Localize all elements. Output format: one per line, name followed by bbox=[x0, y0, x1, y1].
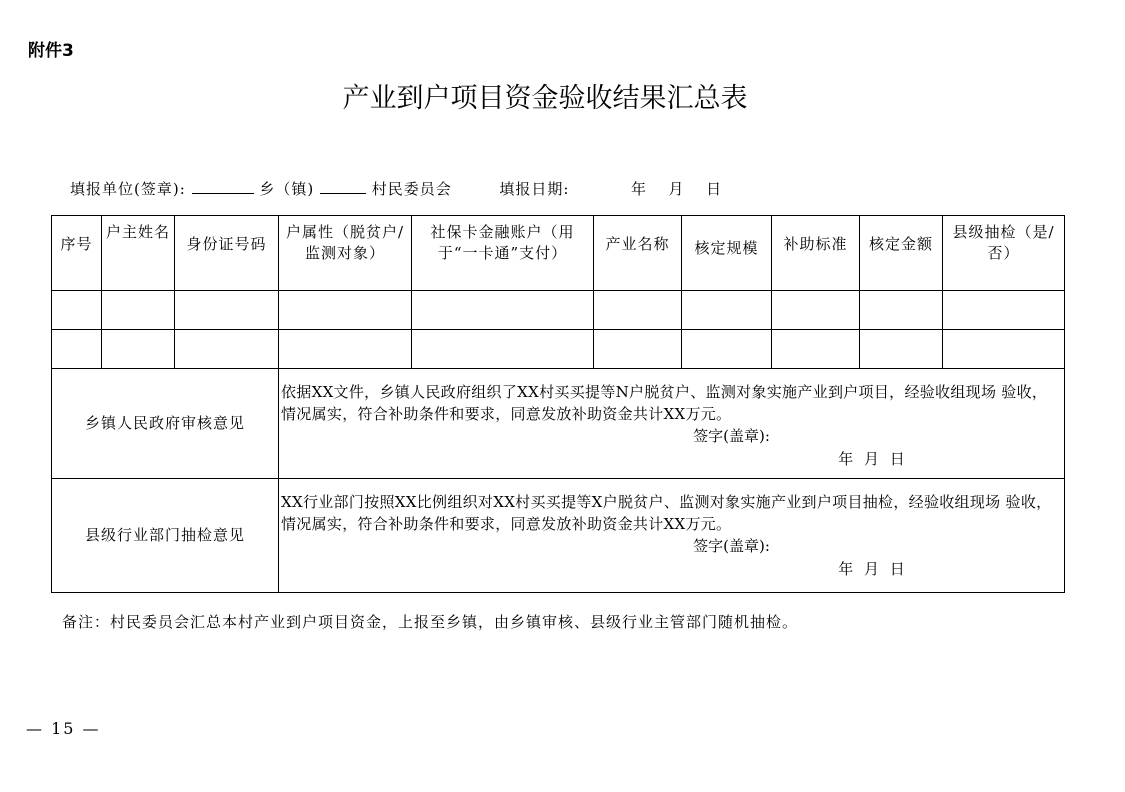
unit-label: 填报单位(签章): bbox=[70, 180, 186, 198]
table-cell[interactable] bbox=[594, 330, 682, 369]
township-opinion-date: 年 月 日 bbox=[838, 450, 905, 468]
header-cell-inspection: 县级抽检（是/否） bbox=[943, 216, 1065, 291]
table-cell[interactable] bbox=[943, 330, 1065, 369]
date-month: 月 bbox=[668, 180, 685, 198]
township-label: 乡（镇) bbox=[259, 180, 315, 198]
county-opinion-text: XX行业部门按照XX比例组织对XX村买买提等X户脱贫户、监测对象实施产业到户项目抽检，经验收组现场 验收，情况属实，符合补助条件和要求，同意发放补助资金共计XX万元。 bbox=[281, 493, 1052, 533]
header-cell-id: 身份证号码 bbox=[175, 216, 279, 291]
table-cell[interactable] bbox=[943, 291, 1065, 330]
table-cell[interactable] bbox=[279, 330, 412, 369]
date-year: 年 bbox=[630, 180, 647, 198]
footnote: 备注：村民委员会汇总本村产业到户项目资金，上报至乡镇，由乡镇审核、县级行业主管部门随机抽检。 bbox=[62, 613, 799, 631]
header-cell-seq: 序号 bbox=[52, 216, 102, 291]
village-label: 村民委员会 bbox=[371, 180, 452, 198]
table-cell[interactable] bbox=[682, 330, 772, 369]
county-opinion-content bbox=[279, 479, 1065, 593]
county-opinion-sign: 签字(盖章): bbox=[693, 537, 770, 555]
table-cell[interactable] bbox=[175, 330, 279, 369]
township-opinion-text: 依据XX文件，乡镇人民政府组织了XX村买买提等N户脱贫户、监测对象实施产业到户项目，经验收组现场 验收，情况属实，符合补助条件和要求，同意发放补助资金共计XX万元。 bbox=[281, 383, 1048, 423]
unit-blank bbox=[192, 179, 254, 194]
county-opinion-row bbox=[52, 479, 1065, 593]
header-cell-standard: 补助标准 bbox=[772, 216, 860, 291]
table-cell[interactable] bbox=[860, 291, 943, 330]
fill-line bbox=[70, 178, 722, 199]
table-cell[interactable] bbox=[279, 291, 412, 330]
township-opinion-label: 乡镇人民政府审核意见 bbox=[52, 369, 279, 479]
date-day: 日 bbox=[706, 180, 723, 198]
table-cell[interactable] bbox=[772, 291, 860, 330]
page-title: 产业到户项目资金验收结果汇总表 bbox=[342, 83, 748, 114]
county-opinion-label: 县级行业部门抽检意见 bbox=[52, 479, 279, 593]
table-cell[interactable] bbox=[102, 330, 175, 369]
summary-table bbox=[51, 215, 1065, 593]
header-cell-attribute: 户属性（脱贫户/监测对象） bbox=[279, 216, 412, 291]
table-cell[interactable] bbox=[682, 291, 772, 330]
header-cell-scale: 核定规模 bbox=[682, 216, 772, 291]
table-cell[interactable] bbox=[52, 330, 102, 369]
township-opinion-row bbox=[52, 369, 1065, 479]
table-cell[interactable] bbox=[772, 330, 860, 369]
header-cell-name: 户主姓名 bbox=[102, 216, 175, 291]
table-cell[interactable] bbox=[412, 330, 594, 369]
county-opinion-date: 年 月 日 bbox=[838, 560, 905, 578]
header-cell-amount: 核定金额 bbox=[860, 216, 943, 291]
table-cell[interactable] bbox=[860, 330, 943, 369]
township-opinion-content bbox=[279, 369, 1065, 479]
header-cell-account: 社保卡金融账户（用于“一卡通”支付） bbox=[412, 216, 594, 291]
table-cell[interactable] bbox=[52, 291, 102, 330]
table-cell[interactable] bbox=[412, 291, 594, 330]
table-cell[interactable] bbox=[102, 291, 175, 330]
header-row bbox=[52, 216, 1065, 291]
attachment-label: 附件3 bbox=[28, 41, 74, 61]
header-cell-industry: 产业名称 bbox=[594, 216, 682, 291]
table-cell[interactable] bbox=[175, 291, 279, 330]
page-number: — 15 — bbox=[26, 719, 101, 738]
township-opinion-sign: 签字(盖章): bbox=[693, 427, 770, 445]
date-label: 填报日期: bbox=[499, 180, 570, 198]
table-cell[interactable] bbox=[594, 291, 682, 330]
table-row bbox=[52, 291, 1065, 330]
village-blank bbox=[320, 179, 366, 194]
table-row bbox=[52, 330, 1065, 369]
